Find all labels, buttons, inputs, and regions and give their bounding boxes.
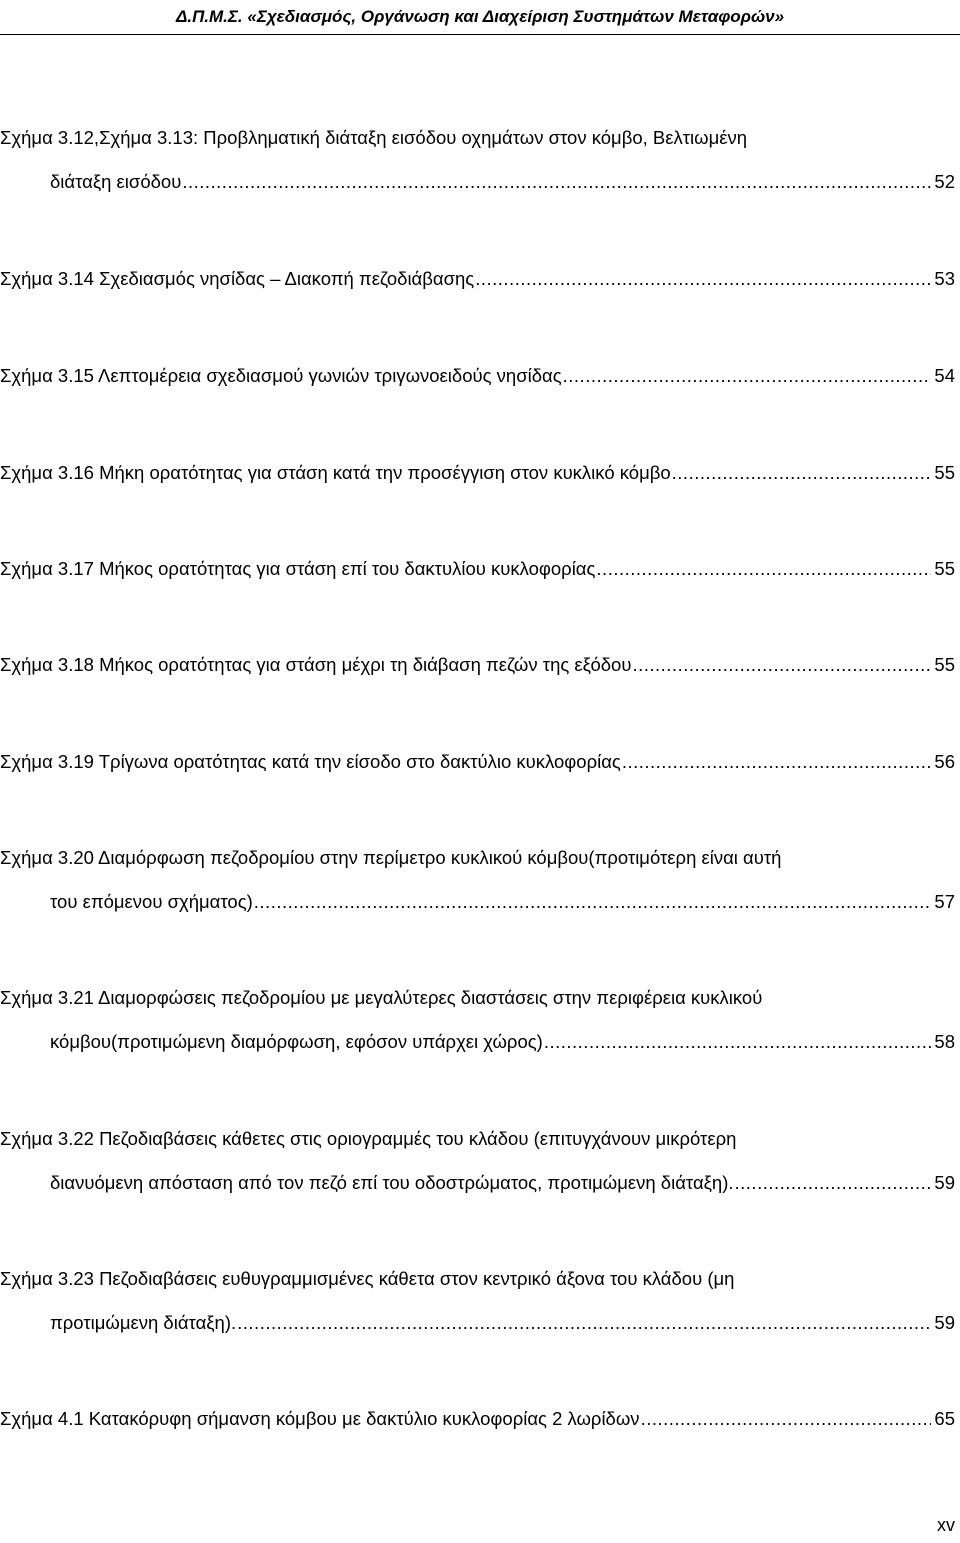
toc-page-number: 65 — [934, 1408, 955, 1429]
toc-entry-text-continued: του επόμενου σχήματος) — [50, 891, 253, 912]
toc-entry-fig-3-12[interactable] — [0, 116, 955, 204]
toc-entry-fig-3-22[interactable] — [0, 1117, 955, 1205]
toc-entry-text: Σχήμα 3.20 Διαμόρφωση πεζοδρομίου στην περίμετρο κυκλικού κόμβου(προτιμότερη είναι αυτή — [0, 847, 782, 868]
toc-entry-text: Σχήμα 3.21 Διαμορφώσεις πεζοδρομίου με μεγαλύτερες διαστάσεις στην περιφέρεια κυκλικού — [0, 987, 763, 1008]
toc-entry-text-continued: προτιμώμενη διάταξη). — [50, 1312, 237, 1333]
toc-entry-fig-3-19[interactable] — [0, 740, 955, 784]
toc-entry-text: Σχήμα 3.23 Πεζοδιαβάσεις ευθυγραμμισμένες κάθετα στον κεντρικό άξονα του κλάδου (μη — [0, 1268, 735, 1289]
dot-leader — [237, 1301, 931, 1345]
toc-page-number: 55 — [934, 654, 955, 675]
dot-leader — [672, 451, 932, 495]
toc-entry-fig-4-1[interactable] — [0, 1397, 955, 1441]
toc-entry-text-continued: διανυόμενη απόσταση από τον πεζό επί του οδοστρώματος, προτιμώμενη διάταξη). — [50, 1172, 734, 1193]
dot-leader — [735, 1161, 932, 1205]
dot-leader — [632, 643, 931, 687]
toc-entry-fig-3-16[interactable] — [0, 451, 955, 495]
page-number-footer: xv — [937, 1515, 955, 1535]
toc-page-number: 59 — [934, 1312, 955, 1333]
toc-entry-fig-3-14[interactable] — [0, 257, 955, 301]
toc-page-number: 52 — [934, 171, 955, 192]
toc-page-number: 56 — [934, 751, 955, 772]
toc-entry-fig-3-15[interactable] — [0, 354, 955, 398]
dot-leader — [563, 354, 932, 398]
toc-entry-fig-3-21[interactable] — [0, 976, 955, 1064]
dot-leader — [182, 160, 931, 204]
toc-entry-text: Σχήμα 3.15 Λεπτομέρεια σχεδιασμού γωνιών τριγωνοειδούς νησίδας — [0, 365, 562, 386]
dot-leader — [254, 880, 932, 924]
toc-entry-fig-3-18[interactable] — [0, 643, 955, 687]
toc-page-number: 57 — [934, 891, 955, 912]
dot-leader — [622, 740, 932, 784]
toc-entry-text: Σχήμα 3.16 Μήκη ορατότητας για στάση κατά την προσέγγιση στον κυκλικό κόμβο — [0, 462, 671, 483]
header-divider — [0, 34, 960, 35]
toc-entry-text-continued: κόμβου(προτιμώμενη διαμόρφωση, εφόσον υπάρχει χώρος) — [50, 1031, 543, 1052]
toc-entry-text: Σχήμα 3.19 Τρίγωνα ορατότητας κατά την είσοδο στο δακτύλιο κυκλοφορίας — [0, 751, 621, 772]
toc-entry-text: Σχήμα 3.22 Πεζοδιαβάσεις κάθετες στις οριογραμμές του κλάδου (επιτυγχάνουν μικρότερη — [0, 1128, 737, 1149]
toc-entry-fig-3-23[interactable] — [0, 1257, 955, 1345]
toc-page-number: 54 — [934, 365, 955, 386]
toc-entry-text: Σχήμα 3.14 Σχεδιασμός νησίδας – Διακοπή πεζοδιάβασης — [0, 268, 475, 289]
toc-entry-text: Σχήμα 3.17 Μήκος ορατότητας για στάση επί του δακτυλίου κυκλοφορίας — [0, 558, 596, 579]
toc-page-number: 58 — [934, 1031, 955, 1052]
toc-page-number: 59 — [934, 1172, 955, 1193]
toc-page-number: 55 — [934, 462, 955, 483]
toc-entry-text: Σχήμα 3.12,Σχήμα 3.13: Προβληματική διάταξη εισόδου οχημάτων στον κόμβο, Βελτιωμένη — [0, 127, 748, 148]
dot-leader — [475, 257, 931, 301]
toc-page-number: 55 — [934, 558, 955, 579]
toc-entry-fig-3-20[interactable] — [0, 836, 955, 924]
dot-leader — [544, 1020, 932, 1064]
document-header: Δ.Π.Μ.Σ. «Σχεδιασμός, Οργάνωση και Διαχείριση Συστημάτων Μεταφορών» — [175, 7, 785, 26]
dot-leader — [641, 1397, 932, 1441]
dot-leader — [596, 547, 931, 591]
toc-entry-text: Σχήμα 3.18 Μήκος ορατότητας για στάση μέχρι τη διάβαση πεζών της εξόδου — [0, 654, 632, 675]
toc-entry-fig-3-17[interactable] — [0, 547, 955, 591]
toc-entry-text-continued: διάταξη εισόδου — [50, 171, 182, 192]
toc-page-number: 53 — [934, 268, 955, 289]
toc-entry-text: Σχήμα 4.1 Κατακόρυφη σήμανση κόμβου με δακτύλιο κυκλοφορίας 2 λωρίδων — [0, 1408, 640, 1429]
